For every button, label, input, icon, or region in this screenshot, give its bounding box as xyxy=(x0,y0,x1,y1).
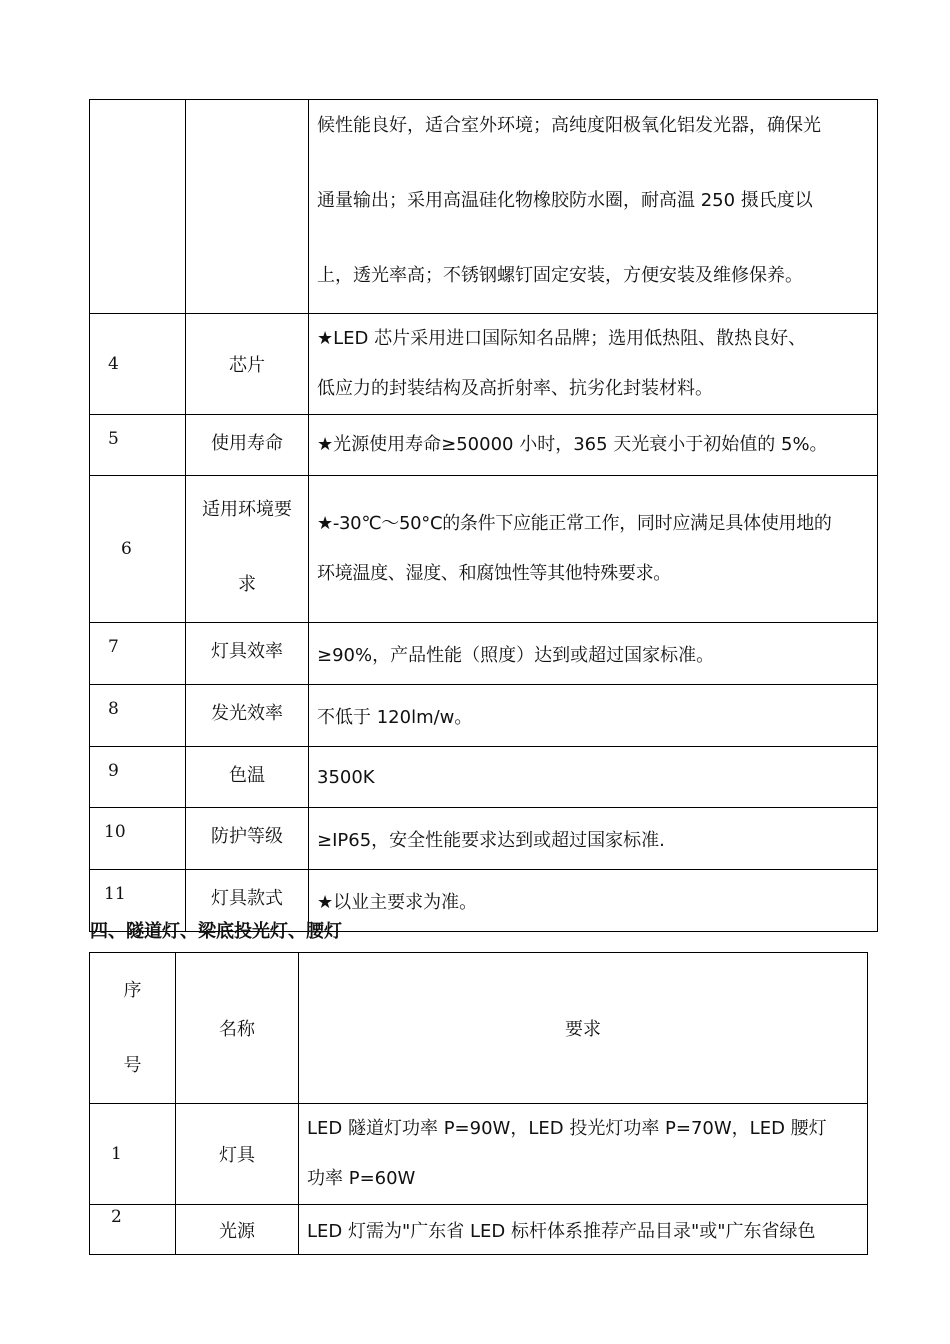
table-row xyxy=(90,808,878,870)
spec-table-tunnel-lights xyxy=(89,952,868,1255)
row-name: 发光效率 xyxy=(186,685,309,747)
row-name: 灯具款式 xyxy=(186,870,309,932)
table-row xyxy=(90,1104,868,1205)
table-row xyxy=(90,314,878,415)
row-name: 灯具 xyxy=(176,1104,299,1205)
table-row xyxy=(90,415,878,476)
row-number: 10 xyxy=(90,808,186,870)
table-header-row xyxy=(90,953,868,1104)
row-name: 使用寿命 xyxy=(186,415,309,476)
row-number: 6 xyxy=(90,476,186,623)
header-number-text: 序 号 xyxy=(123,980,142,1076)
section-heading: 四、隧道灯、梁底投光灯、腰灯 xyxy=(90,921,342,942)
row-number: 7 xyxy=(90,623,186,685)
requirement-text: ★-30℃～50°C的条件下应能正常工作，同时应满足具体使用地的 环境温度、湿度、和腐蚀性等其他特殊要求。 xyxy=(317,513,832,584)
row-requirement xyxy=(309,314,878,415)
row-requirement: LED 灯需为"广东省 LED 标杆体系推荐产品目录"或"广东省绿色 xyxy=(299,1205,868,1255)
row-requirement xyxy=(309,100,878,314)
row-number: 5 xyxy=(90,415,186,476)
row-name xyxy=(186,476,309,623)
row-requirement: 3500K xyxy=(309,747,878,808)
row-name: 防护等级 xyxy=(186,808,309,870)
row-name: 灯具效率 xyxy=(186,623,309,685)
row-requirement: ★以业主要求为准。 xyxy=(309,870,878,932)
table-row xyxy=(90,623,878,685)
row-number: 8 xyxy=(90,685,186,747)
header-number xyxy=(90,953,176,1104)
table-row xyxy=(90,747,878,808)
row-name: 芯片 xyxy=(186,314,309,415)
row-requirement: ≥90%，产品性能（照度）达到或超过国家标准。 xyxy=(309,623,878,685)
row-requirement xyxy=(309,415,878,476)
table-row xyxy=(90,476,878,623)
header-name: 名称 xyxy=(176,953,299,1104)
spec-table-continued xyxy=(89,99,878,932)
row-number: 2 xyxy=(90,1205,176,1255)
requirement-text: ★光源使用寿命≥50000 小时，365 天光衰小于初始值的 5%。 xyxy=(317,434,828,455)
requirement-text: LED 隧道灯功率 P=90W，LED 投光灯功率 P=70W，LED 腰灯 功率 P=60W xyxy=(307,1118,827,1189)
row-name xyxy=(186,100,309,314)
row-name: 光源 xyxy=(176,1205,299,1255)
requirement-text: 候性能良好，适合室外环境；高纯度阳极氧化铝发光器，确保光 通量输出；采用高温硅化物橡胶防水圈，耐高温 250 摄氏度以 上，透光率高；不锈钢螺钉固定安装，方便安装及维修保养。 xyxy=(317,115,821,286)
row-number: 11 xyxy=(90,870,186,932)
row-number xyxy=(90,100,186,314)
row-requirement xyxy=(309,476,878,623)
row-requirement xyxy=(299,1104,868,1205)
header-requirement: 要求 xyxy=(299,953,868,1104)
table-row xyxy=(90,1205,868,1255)
row-requirement: ≥IP65，安全性能要求达到或超过国家标准. xyxy=(309,808,878,870)
table-row xyxy=(90,100,878,314)
requirement-text: ★LED 芯片采用进口国际知名品牌；选用低热阻、散热良好、 低应力的封装结构及高折射率、抗劣化封装材料。 xyxy=(317,328,807,399)
row-number: 1 xyxy=(90,1104,176,1205)
table-row xyxy=(90,685,878,747)
row-name-text: 适用环境要 求 xyxy=(202,499,292,595)
row-name: 色温 xyxy=(186,747,309,808)
row-number: 9 xyxy=(90,747,186,808)
row-number: 4 xyxy=(90,314,186,415)
row-requirement: 不低于 120lm/w。 xyxy=(309,685,878,747)
